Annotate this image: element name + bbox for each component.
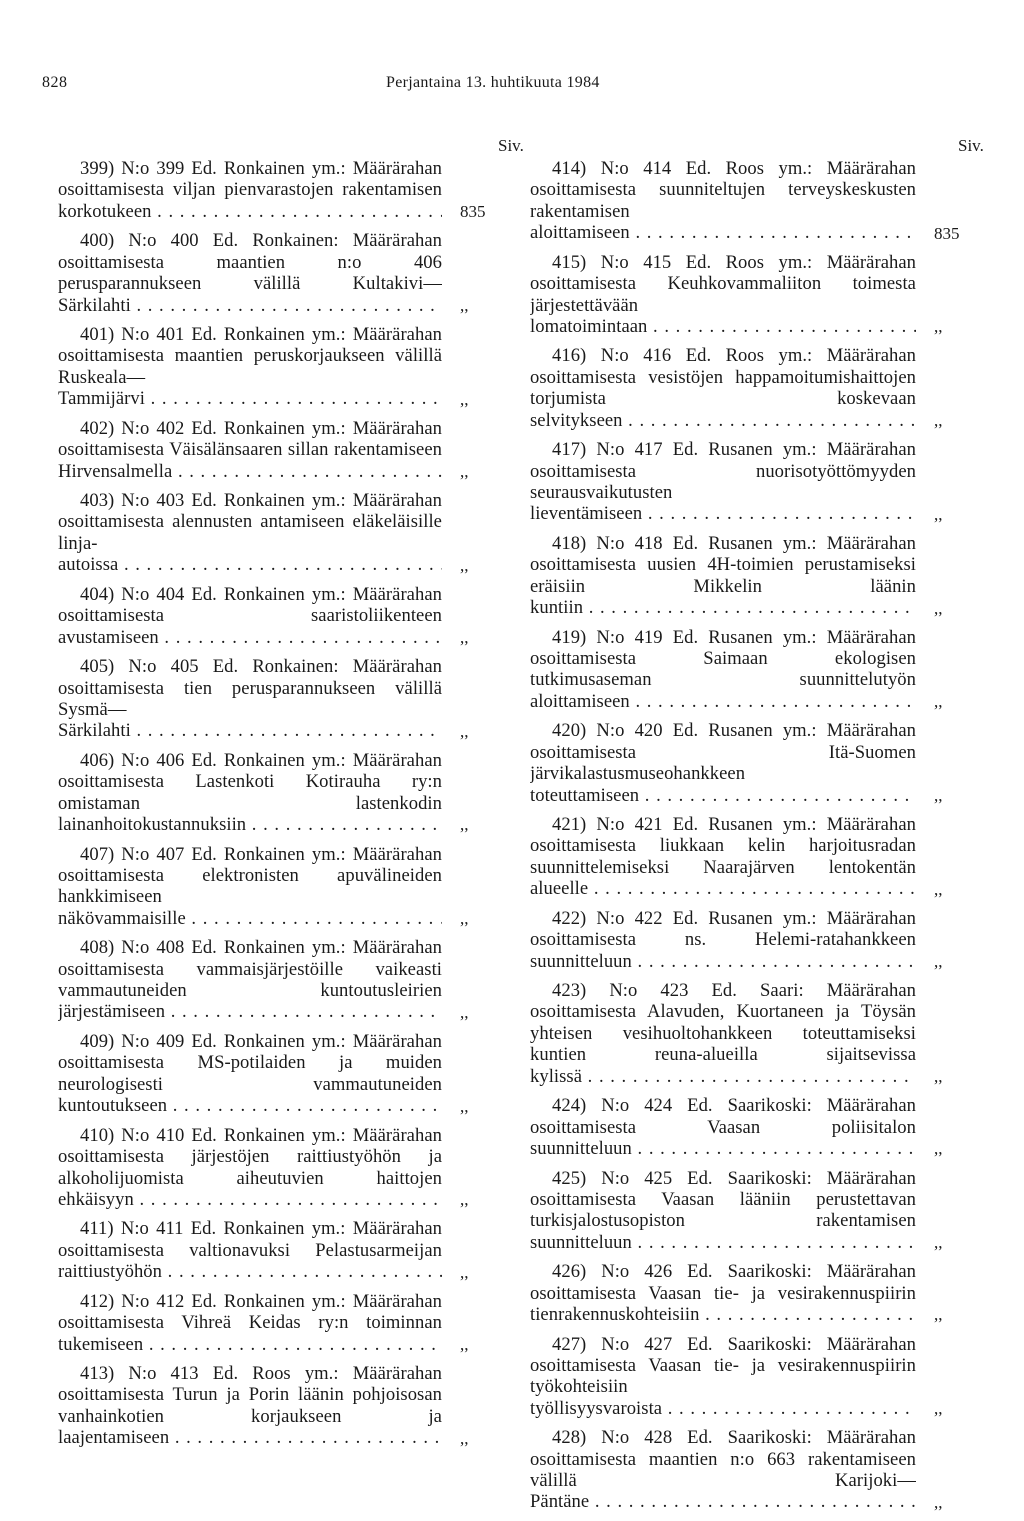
page-reference: ,,	[456, 721, 469, 742]
entry-text-wrap	[530, 533, 916, 619]
entry-text: 401) N:o 401 Ed. Ronkainen ym.: Määrärahan osoittamisesta maantien peruskorjaukseen välillä Ruskeala—Tammijärvi . . .	[58, 324, 442, 410]
entry-text: 421) N:o 421 Ed. Rusanen ym.: Määrärahan osoittamisesta liukkaan kelin harjoitusradan suunnittelemiseksi Naarajärven lentokentän alueelle . . .	[530, 814, 916, 900]
list-item	[530, 158, 960, 244]
page-reference: ,,	[456, 1428, 469, 1449]
list-item	[530, 1167, 943, 1254]
list-item	[530, 626, 943, 713]
entry-text-wrap	[530, 627, 916, 713]
entry-text: 418) N:o 418 Ed. Rusanen ym.: Määrärahan osoittamisesta uusien 4H-toimien perustamiseksi eräisiin Mikkelin läänin kuntiin . . .	[530, 533, 916, 619]
entry-text: 404) N:o 404 Ed. Ronkainen ym.: Määrärahan osoittamisesta saaristoliikenteen avustamiseen . . .	[58, 584, 442, 648]
page-reference: ,,	[930, 879, 943, 900]
list-item	[58, 937, 469, 1023]
entry-text: 424) N:o 424 Ed. Saarikoski: Määrärahan osoittamisesta Vaasan poliisitalon suunnitteluun . . .	[530, 1095, 916, 1159]
entry-text-wrap	[530, 158, 916, 244]
list-item	[58, 1124, 469, 1211]
page-number: 828	[42, 74, 68, 91]
entry-text: 414) N:o 414 Ed. Roos ym.: Määrärahan osoittamisesta suunniteltujen terveyskeskusten rakentamisen aloittamiseen . . .	[530, 158, 916, 244]
page-reference: ,,	[456, 627, 469, 648]
entry-text: 412) N:o 412 Ed. Ronkainen ym.: Määrärahan osoittamisesta Vihreä Keidas ry:n toiminnan tukemiseen . . .	[58, 1291, 442, 1355]
page-reference: ,,	[456, 1189, 469, 1210]
entry-text-wrap	[530, 980, 916, 1087]
list-item	[58, 1030, 469, 1117]
entry-text-wrap	[58, 490, 442, 576]
list-item	[530, 907, 943, 972]
entry-text-wrap	[530, 1427, 916, 1513]
entry-text: 426) N:o 426 Ed. Saarikoski: Määrärahan osoittamisesta Vaasan tie- ja vesirakennuspiirin tienrakennuskohteisiin . . .	[530, 1261, 916, 1325]
entry-text-wrap	[58, 1363, 442, 1449]
entry-text-wrap	[530, 1168, 916, 1254]
page-header	[0, 74, 1024, 100]
entry-text-wrap	[530, 814, 916, 900]
page-reference: ,,	[456, 814, 469, 835]
page-reference: ,,	[930, 785, 943, 806]
page-reference: ,,	[456, 295, 469, 316]
entry-text: 408) N:o 408 Ed. Ronkainen ym.: Määrärahan osoittamisesta vammaisjärjestöille vaikeasti vammautuneiden kuntoutusleirien järjestämiseen . . .	[58, 937, 442, 1023]
list-item	[530, 1095, 943, 1159]
entry-text-wrap	[58, 584, 442, 648]
list-item	[530, 1427, 943, 1513]
list-item	[58, 749, 469, 836]
page-reference: 835	[930, 223, 960, 244]
page-reference: ,,	[930, 1492, 943, 1513]
page-reference: ,,	[930, 1232, 943, 1253]
page-reference: ,,	[930, 316, 943, 337]
entry-text-wrap	[58, 1291, 442, 1355]
entry-text-wrap	[58, 1218, 442, 1282]
entry-text: 407) N:o 407 Ed. Ronkainen ym.: Määrärahan osoittamisesta elektronisten apuvälineiden hankkimiseen näkövammaisille . . .	[58, 844, 442, 930]
list-item	[58, 583, 469, 648]
entry-text-wrap	[58, 230, 442, 316]
page-reference: ,,	[930, 410, 943, 431]
entry-text: 427) N:o 427 Ed. Saarikoski: Määrärahan osoittamisesta Vaasan tie- ja vesirakennuspiirin työkohteisiin työllisyysvaroista . . .	[530, 1334, 916, 1420]
list-item	[58, 1363, 469, 1449]
entry-text-wrap	[58, 158, 442, 222]
running-title: Perjantaina 13. huhtikuuta 1984	[386, 74, 600, 91]
entry-text: 405) N:o 405 Ed. Ronkainen: Määrärahan osoittamisesta tien perusparannukseen välillä Sysmä—Särkilahti . . .	[58, 656, 442, 742]
entry-list	[530, 158, 980, 1521]
entry-text-wrap	[58, 937, 442, 1023]
list-item	[58, 656, 469, 742]
siv-label: Siv.	[958, 136, 984, 155]
entry-text: 409) N:o 409 Ed. Ronkainen ym.: Määrärahan osoittamisesta MS-potilaiden ja muiden neurologisesti vammautuneiden kuntoutukseen . . .	[58, 1031, 442, 1117]
entry-text-wrap	[58, 844, 442, 930]
list-item	[530, 532, 943, 619]
entry-text-wrap	[58, 1125, 442, 1211]
page-reference: ,,	[456, 1096, 469, 1117]
page-reference: ,,	[930, 691, 943, 712]
entry-text-wrap	[530, 720, 916, 806]
page-reference: ,,	[456, 1334, 469, 1355]
page-reference: ,,	[930, 951, 943, 972]
entry-text-wrap	[530, 1334, 916, 1420]
page-reference: ,,	[930, 1304, 943, 1325]
list-item	[530, 814, 943, 900]
entry-text-wrap	[530, 345, 916, 431]
entry-text: 410) N:o 410 Ed. Ronkainen ym.: Määrärahan osoittamisesta järjestöjen raittiustyöhön ja alkoholijuomista aiheutuvien haittojen ehkäisyyn . . .	[58, 1125, 442, 1211]
entry-text: 425) N:o 425 Ed. Saarikoski: Määrärahan osoittamisesta Vaasan lääniin perustettavan turkisjalostusopiston rakentamisen suunnitteluun . . .	[530, 1168, 916, 1254]
list-item	[530, 720, 943, 806]
entry-text-wrap	[58, 324, 442, 410]
page-reference: ,,	[930, 504, 943, 525]
entry-text-wrap	[58, 656, 442, 742]
entry-text: 406) N:o 406 Ed. Ronkainen ym.: Määrärahan osoittamisesta Lastenkoti Kotirauha ry:n omistaman lastenkodin lainanhoitokustannuksiin . . .	[58, 750, 442, 836]
list-item	[530, 345, 943, 431]
entry-text-wrap	[58, 418, 442, 482]
entry-text: 415) N:o 415 Ed. Roos ym.: Määrärahan osoittamisesta Keuhkovammaliiton toimesta järjestettävään lomatoimintaan . . .	[530, 252, 916, 338]
page-reference: ,,	[930, 1398, 943, 1419]
entry-text: 413) N:o 413 Ed. Roos ym.: Määrärahan osoittamisesta Turun ja Porin läänin pohjoisosan vanhainkotien korjaukseen ja laajentamiseen . . .	[58, 1363, 442, 1449]
list-item	[58, 490, 469, 576]
entry-text: 419) N:o 419 Ed. Rusanen ym.: Määrärahan osoittamisesta Saimaan ekologisen tutkimusaseman suunnittelutyön aloittamiseen . . .	[530, 627, 916, 713]
list-item	[530, 251, 943, 338]
entry-text: 416) N:o 416 Ed. Roos ym.: Määrärahan osoittamisesta vesistöjen happamoitumishaittojen torjumista koskevaan selvitykseen . . .	[530, 345, 916, 431]
list-item	[58, 324, 469, 410]
list-item	[530, 980, 943, 1087]
entry-text: 399) N:o 399 Ed. Ronkainen ym.: Määrärahan osoittamisesta viljan pienvarastojen rakentamisen korkotukeen . . .	[58, 158, 442, 222]
entry-text-wrap	[58, 1031, 442, 1117]
entry-text: 423) N:o 423 Ed. Saari: Määrärahan osoittamisesta Alavuden, Kuortaneen ja Töysän yhteisen vesihuoltohankkeen toteuttamiseksi kuntien reuna-alueilla sijaitsevissa kylissä . . .	[530, 980, 916, 1087]
page-reference: ,,	[456, 1262, 469, 1283]
page-reference: ,,	[456, 555, 469, 576]
page-reference: ,,	[930, 1066, 943, 1087]
entry-text-wrap	[58, 750, 442, 836]
page-reference: 835	[456, 201, 486, 222]
entry-text-wrap	[530, 252, 916, 338]
page-reference: ,,	[456, 389, 469, 410]
entry-text: 403) N:o 403 Ed. Ronkainen ym.: Määrärahan osoittamisesta alennusten antamiseen eläkeläisille linja-autoissa . . .	[58, 490, 442, 576]
list-item	[58, 1218, 469, 1283]
list-item	[58, 417, 469, 482]
entry-text: 411) N:o 411 Ed. Ronkainen ym.: Määrärahan osoittamisesta valtionavuksi Pelastusarmeijan raittiustyöhön . . .	[58, 1218, 442, 1282]
list-item	[58, 230, 469, 316]
entry-text: 428) N:o 428 Ed. Saarikoski: Määrärahan osoittamisesta maantien n:o 663 rakentamiseen välillä Karijoki—Päntäne . . .	[530, 1427, 916, 1513]
list-item	[530, 439, 943, 525]
entry-text: 420) N:o 420 Ed. Rusanen ym.: Määrärahan osoittamisesta Itä-Suomen järvikalastusmuseohankkeen toteuttamiseen . . .	[530, 720, 916, 806]
list-item	[58, 1290, 469, 1355]
entry-list	[58, 158, 508, 1457]
page-reference: ,,	[930, 1138, 943, 1159]
list-item	[58, 843, 469, 930]
entry-text: 400) N:o 400 Ed. Ronkainen: Määrärahan osoittamisesta maantien n:o 406 perusparannukseen välillä Kultakivi—Särkilahti . . .	[58, 230, 442, 316]
entry-text: 402) N:o 402 Ed. Ronkainen ym.: Määrärahan osoittamisesta Väisälänsaaren sillan rakentamiseen Hirvensalmella . . .	[58, 418, 442, 482]
entry-text-wrap	[530, 908, 916, 972]
page-reference: ,,	[456, 1002, 469, 1023]
siv-label: Siv.	[498, 136, 524, 155]
entry-text-wrap	[530, 1261, 916, 1325]
list-item	[530, 1333, 943, 1420]
page-reference: ,,	[930, 598, 943, 619]
entry-text-wrap	[530, 1095, 916, 1159]
list-item	[530, 1261, 943, 1326]
list-item	[58, 158, 486, 222]
page-reference: ,,	[456, 908, 469, 929]
entry-text: 417) N:o 417 Ed. Rusanen ym.: Määrärahan osoittamisesta nuorisotyöttömyyden seurausvaikutusten lieventämiseen . . .	[530, 439, 916, 525]
page-reference: ,,	[456, 461, 469, 482]
entry-text: 422) N:o 422 Ed. Rusanen ym.: Määrärahan osoittamisesta ns. Helemi-ratahankkeen suunnitteluun . . .	[530, 908, 916, 972]
entry-text-wrap	[530, 439, 916, 525]
